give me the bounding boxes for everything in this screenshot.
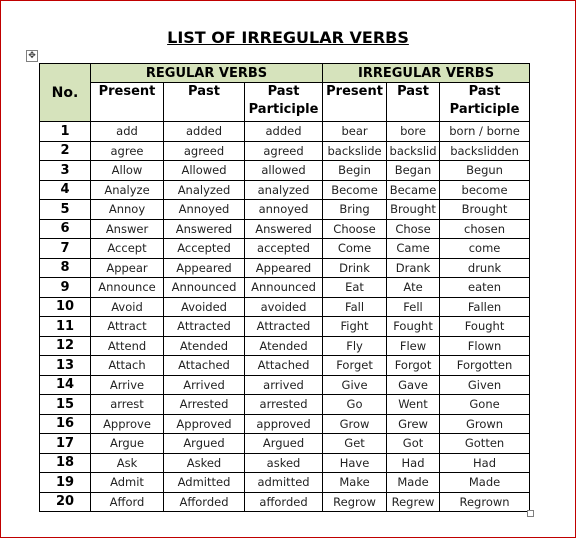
irregular-past-participle-cell: drunk — [440, 258, 530, 278]
irregular-present-cell: Choose — [323, 219, 387, 239]
irregular-present-cell: Make — [323, 473, 387, 493]
regular-past-participle-cell: avoided — [245, 297, 323, 317]
regular-past-cell: Afforded — [164, 492, 245, 512]
row-number-cell: 15 — [40, 395, 91, 415]
irregular-past-cell: Regrew — [387, 492, 440, 512]
row-number-cell: 20 — [40, 492, 91, 512]
regular-past-participle-cell: accepted — [245, 239, 323, 259]
row-number-cell: 10 — [40, 297, 91, 317]
regular-present-cell: Allow — [91, 161, 164, 181]
irregular-present-cell: Bring — [323, 200, 387, 220]
irregular-past-participle-cell: come — [440, 239, 530, 259]
header-irregular-past: Past — [387, 83, 440, 122]
regular-present-cell: Announce — [91, 278, 164, 298]
row-number-cell: 1 — [40, 122, 91, 142]
regular-present-cell: Analyze — [91, 180, 164, 200]
row-number-cell: 14 — [40, 375, 91, 395]
regular-present-cell: Accept — [91, 239, 164, 259]
table-row — [40, 356, 530, 376]
header-regular-past: Past — [164, 83, 245, 122]
regular-present-cell: Afford — [91, 492, 164, 512]
irregular-past-cell: Ate — [387, 278, 440, 298]
header-no: No. — [40, 64, 91, 122]
irregular-present-cell: Fall — [323, 297, 387, 317]
table-row — [40, 473, 530, 493]
irregular-past-participle-cell: Made — [440, 473, 530, 493]
irregular-past-cell: Fought — [387, 317, 440, 337]
irregular-past-participle-cell: chosen — [440, 219, 530, 239]
table-row — [40, 180, 530, 200]
table-row — [40, 141, 530, 161]
table-row — [40, 336, 530, 356]
regular-past-participle-cell: Attached — [245, 356, 323, 376]
header-irregular-verbs: IRREGULAR VERBS — [323, 64, 530, 83]
regular-present-cell: Appear — [91, 258, 164, 278]
irregular-past-participle-cell: Brought — [440, 200, 530, 220]
regular-past-cell: Attached — [164, 356, 245, 376]
regular-present-cell: arrest — [91, 395, 164, 415]
irregular-present-cell: Eat — [323, 278, 387, 298]
irregular-present-cell: Come — [323, 239, 387, 259]
irregular-present-cell: Get — [323, 434, 387, 454]
row-number-cell: 9 — [40, 278, 91, 298]
regular-past-cell: Accepted — [164, 239, 245, 259]
irregular-past-cell: bore — [387, 122, 440, 142]
irregular-past-cell: Came — [387, 239, 440, 259]
irregular-present-cell: Give — [323, 375, 387, 395]
row-number-cell: 3 — [40, 161, 91, 181]
regular-past-participle-cell: approved — [245, 414, 323, 434]
regular-present-cell: Avoid — [91, 297, 164, 317]
table-row — [40, 317, 530, 337]
table-row — [40, 453, 530, 473]
irregular-past-participle-cell: Grown — [440, 414, 530, 434]
table-row — [40, 414, 530, 434]
irregular-past-cell: Became — [387, 180, 440, 200]
regular-present-cell: Answer — [91, 219, 164, 239]
irregular-present-cell: Forget — [323, 356, 387, 376]
irregular-present-cell: Go — [323, 395, 387, 415]
row-number-cell: 6 — [40, 219, 91, 239]
irregular-past-cell: Brought — [387, 200, 440, 220]
irregular-past-cell: Got — [387, 434, 440, 454]
irregular-past-cell: backslid — [387, 141, 440, 161]
row-number-cell: 11 — [40, 317, 91, 337]
regular-past-participle-cell: added — [245, 122, 323, 142]
regular-past-participle-cell: Answered — [245, 219, 323, 239]
irregular-present-cell: backslide — [323, 141, 387, 161]
irregular-past-participle-cell: eaten — [440, 278, 530, 298]
regular-past-participle-cell: afforded — [245, 492, 323, 512]
table-row — [40, 434, 530, 454]
regular-present-cell: Attach — [91, 356, 164, 376]
irregular-past-participle-cell: Given — [440, 375, 530, 395]
header-irregular-present: Present — [323, 83, 387, 122]
table-row — [40, 297, 530, 317]
regular-present-cell: Ask — [91, 453, 164, 473]
regular-past-participle-cell: analyzed — [245, 180, 323, 200]
irregular-past-cell: Drank — [387, 258, 440, 278]
row-number-cell: 12 — [40, 336, 91, 356]
header-regular-verbs: REGULAR VERBS — [91, 64, 323, 83]
regular-past-cell: Annoyed — [164, 200, 245, 220]
table-move-handle-icon[interactable]: ✥ — [26, 50, 38, 62]
table-row — [40, 395, 530, 415]
regular-past-cell: Analyzed — [164, 180, 245, 200]
irregular-past-cell: Had — [387, 453, 440, 473]
row-number-cell: 19 — [40, 473, 91, 493]
regular-past-cell: Avoided — [164, 297, 245, 317]
regular-present-cell: Admit — [91, 473, 164, 493]
irregular-present-cell: Fly — [323, 336, 387, 356]
irregular-present-cell: Begin — [323, 161, 387, 181]
regular-past-cell: Appeared — [164, 258, 245, 278]
irregular-past-participle-cell: Regrown — [440, 492, 530, 512]
verb-rows — [40, 122, 530, 512]
irregular-present-cell: Regrow — [323, 492, 387, 512]
irregular-past-participle-cell: Flown — [440, 336, 530, 356]
regular-past-participle-cell: annoyed — [245, 200, 323, 220]
irregular-past-cell: Gave — [387, 375, 440, 395]
irregular-past-participle-cell: Fallen — [440, 297, 530, 317]
irregular-past-participle-cell: Forgotten — [440, 356, 530, 376]
regular-past-cell: Attracted — [164, 317, 245, 337]
table-row — [40, 161, 530, 181]
regular-past-cell: Answered — [164, 219, 245, 239]
table-row — [40, 492, 530, 512]
regular-present-cell: Annoy — [91, 200, 164, 220]
regular-past-participle-cell: admitted — [245, 473, 323, 493]
regular-present-cell: Attend — [91, 336, 164, 356]
table-row — [40, 258, 530, 278]
header-regular-past-participle: Past Participle — [245, 83, 323, 122]
irregular-past-cell: Flew — [387, 336, 440, 356]
regular-past-cell: agreed — [164, 141, 245, 161]
table-row — [40, 219, 530, 239]
irregular-past-participle-cell: Gone — [440, 395, 530, 415]
irregular-past-cell: Forgot — [387, 356, 440, 376]
verbs-table — [39, 63, 530, 512]
table-row — [40, 122, 530, 142]
regular-present-cell: Attract — [91, 317, 164, 337]
irregular-present-cell: bear — [323, 122, 387, 142]
row-number-cell: 13 — [40, 356, 91, 376]
regular-past-cell: Admitted — [164, 473, 245, 493]
regular-past-participle-cell: arrived — [245, 375, 323, 395]
header-irregular-past-participle: Past Participle — [440, 83, 530, 122]
irregular-past-cell: Made — [387, 473, 440, 493]
row-number-cell: 4 — [40, 180, 91, 200]
regular-past-participle-cell: Attracted — [245, 317, 323, 337]
regular-past-cell: Announced — [164, 278, 245, 298]
regular-present-cell: add — [91, 122, 164, 142]
row-number-cell: 18 — [40, 453, 91, 473]
table-row — [40, 278, 530, 298]
row-number-cell: 5 — [40, 200, 91, 220]
irregular-past-cell: Chose — [387, 219, 440, 239]
regular-past-participle-cell: arrested — [245, 395, 323, 415]
regular-past-cell: Argued — [164, 434, 245, 454]
regular-past-cell: Asked — [164, 453, 245, 473]
regular-present-cell: Approve — [91, 414, 164, 434]
row-number-cell: 2 — [40, 141, 91, 161]
irregular-past-cell: Grew — [387, 414, 440, 434]
irregular-present-cell: Have — [323, 453, 387, 473]
regular-past-cell: Approved — [164, 414, 245, 434]
row-number-cell: 8 — [40, 258, 91, 278]
table-row — [40, 200, 530, 220]
row-number-cell: 17 — [40, 434, 91, 454]
irregular-past-participle-cell: Had — [440, 453, 530, 473]
irregular-past-cell: Went — [387, 395, 440, 415]
regular-past-participle-cell: Appeared — [245, 258, 323, 278]
table-resize-handle-icon[interactable] — [527, 510, 534, 517]
regular-present-cell: Arrive — [91, 375, 164, 395]
regular-present-cell: agree — [91, 141, 164, 161]
irregular-present-cell: Fight — [323, 317, 387, 337]
irregular-past-participle-cell: Begun — [440, 161, 530, 181]
irregular-present-cell: Grow — [323, 414, 387, 434]
regular-present-cell: Argue — [91, 434, 164, 454]
irregular-past-participle-cell: Fought — [440, 317, 530, 337]
regular-past-participle-cell: Announced — [245, 278, 323, 298]
regular-past-cell: Arrested — [164, 395, 245, 415]
table-row — [40, 239, 530, 259]
regular-past-cell: Allowed — [164, 161, 245, 181]
regular-past-participle-cell: asked — [245, 453, 323, 473]
regular-past-cell: Arrived — [164, 375, 245, 395]
regular-past-participle-cell: Argued — [245, 434, 323, 454]
irregular-present-cell: Become — [323, 180, 387, 200]
row-number-cell: 7 — [40, 239, 91, 259]
regular-past-cell: Atended — [164, 336, 245, 356]
irregular-past-participle-cell: born / borne — [440, 122, 530, 142]
irregular-past-cell: Began — [387, 161, 440, 181]
irregular-past-participle-cell: become — [440, 180, 530, 200]
page-title: LIST OF IRREGULAR VERBS — [167, 28, 409, 47]
regular-past-participle-cell: Atended — [245, 336, 323, 356]
regular-past-participle-cell: allowed — [245, 161, 323, 181]
irregular-past-participle-cell: backslidden — [440, 141, 530, 161]
regular-past-cell: added — [164, 122, 245, 142]
table-row — [40, 375, 530, 395]
irregular-present-cell: Drink — [323, 258, 387, 278]
irregular-past-participle-cell: Gotten — [440, 434, 530, 454]
regular-past-participle-cell: agreed — [245, 141, 323, 161]
header-regular-present: Present — [91, 83, 164, 122]
irregular-past-cell: Fell — [387, 297, 440, 317]
row-number-cell: 16 — [40, 414, 91, 434]
